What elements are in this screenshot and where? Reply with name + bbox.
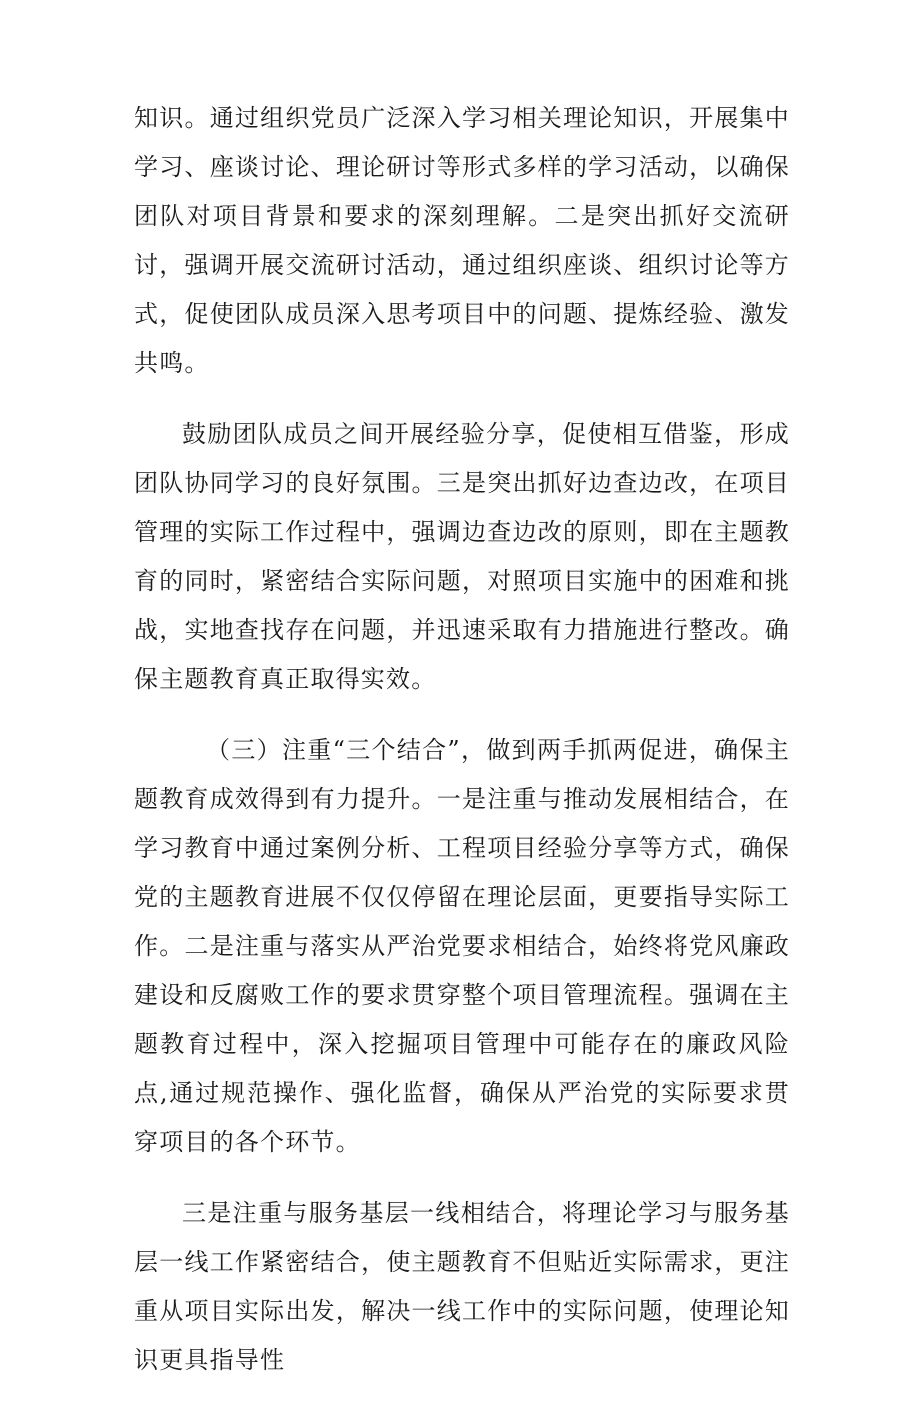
document-body bbox=[134, 94, 790, 1407]
paragraph-serve-grassroots: 三是注重与服务基层一线相结合，将理论学习与服务基层一线工作紧密结合，使主题教育不但贴近实际需求，更注重从项目实际出发，解决一线工作中的实际问题，使理论知识更具指导性 bbox=[134, 1199, 790, 1374]
paragraph-exchange-learning: 鼓励团队成员之间开展经验分享，促使相互借鉴，形成团队协同学习的良好氛围。三是突出抓好边查边改，在项目管理的实际工作过程中，强调边查边改的原则，即在主题教育的同时，紧密结合实际问题，对照项目实施中的困难和挑战，实地查找存在问题，并迅速采取有力措施进行整改。确保主题教育真正取得实效。 bbox=[134, 420, 790, 693]
paragraph-continuation: 知识。通过组织党员广泛深入学习相关理论知识，开展集中学习、座谈讨论、理论研讨等形式多样的学习活动，以确保团队对项目背景和要求的深刻理解。二是突出抓好交流研讨，强调开展交流研讨活动，通过组织座谈、组织讨论等方式，促使团队成员深入思考项目中的问题、提炼经验、激发共鸣。 bbox=[134, 104, 790, 377]
paragraph-three-combinations: （三）注重“三个结合”，做到两手抓两促进，确保主题教育成效得到有力提升。一是注重与推动发展相结合，在学习教育中通过案例分析、工程项目经验分享等方式，确保党的主题教育进展不仅仅停留在理论层面，更要指导实际工作。二是注重与落实从严治党要求相结合，始终将党风廉政建设和反腐败工作的要求贯穿整个项目管理流程。强调在主题教育过程中，深入挖掘项目管理中可能存在的廉政风险点,通过规范操作、强化监督，确保从严治党的实际要求贯穿项目的各个环节。 bbox=[134, 736, 790, 1156]
